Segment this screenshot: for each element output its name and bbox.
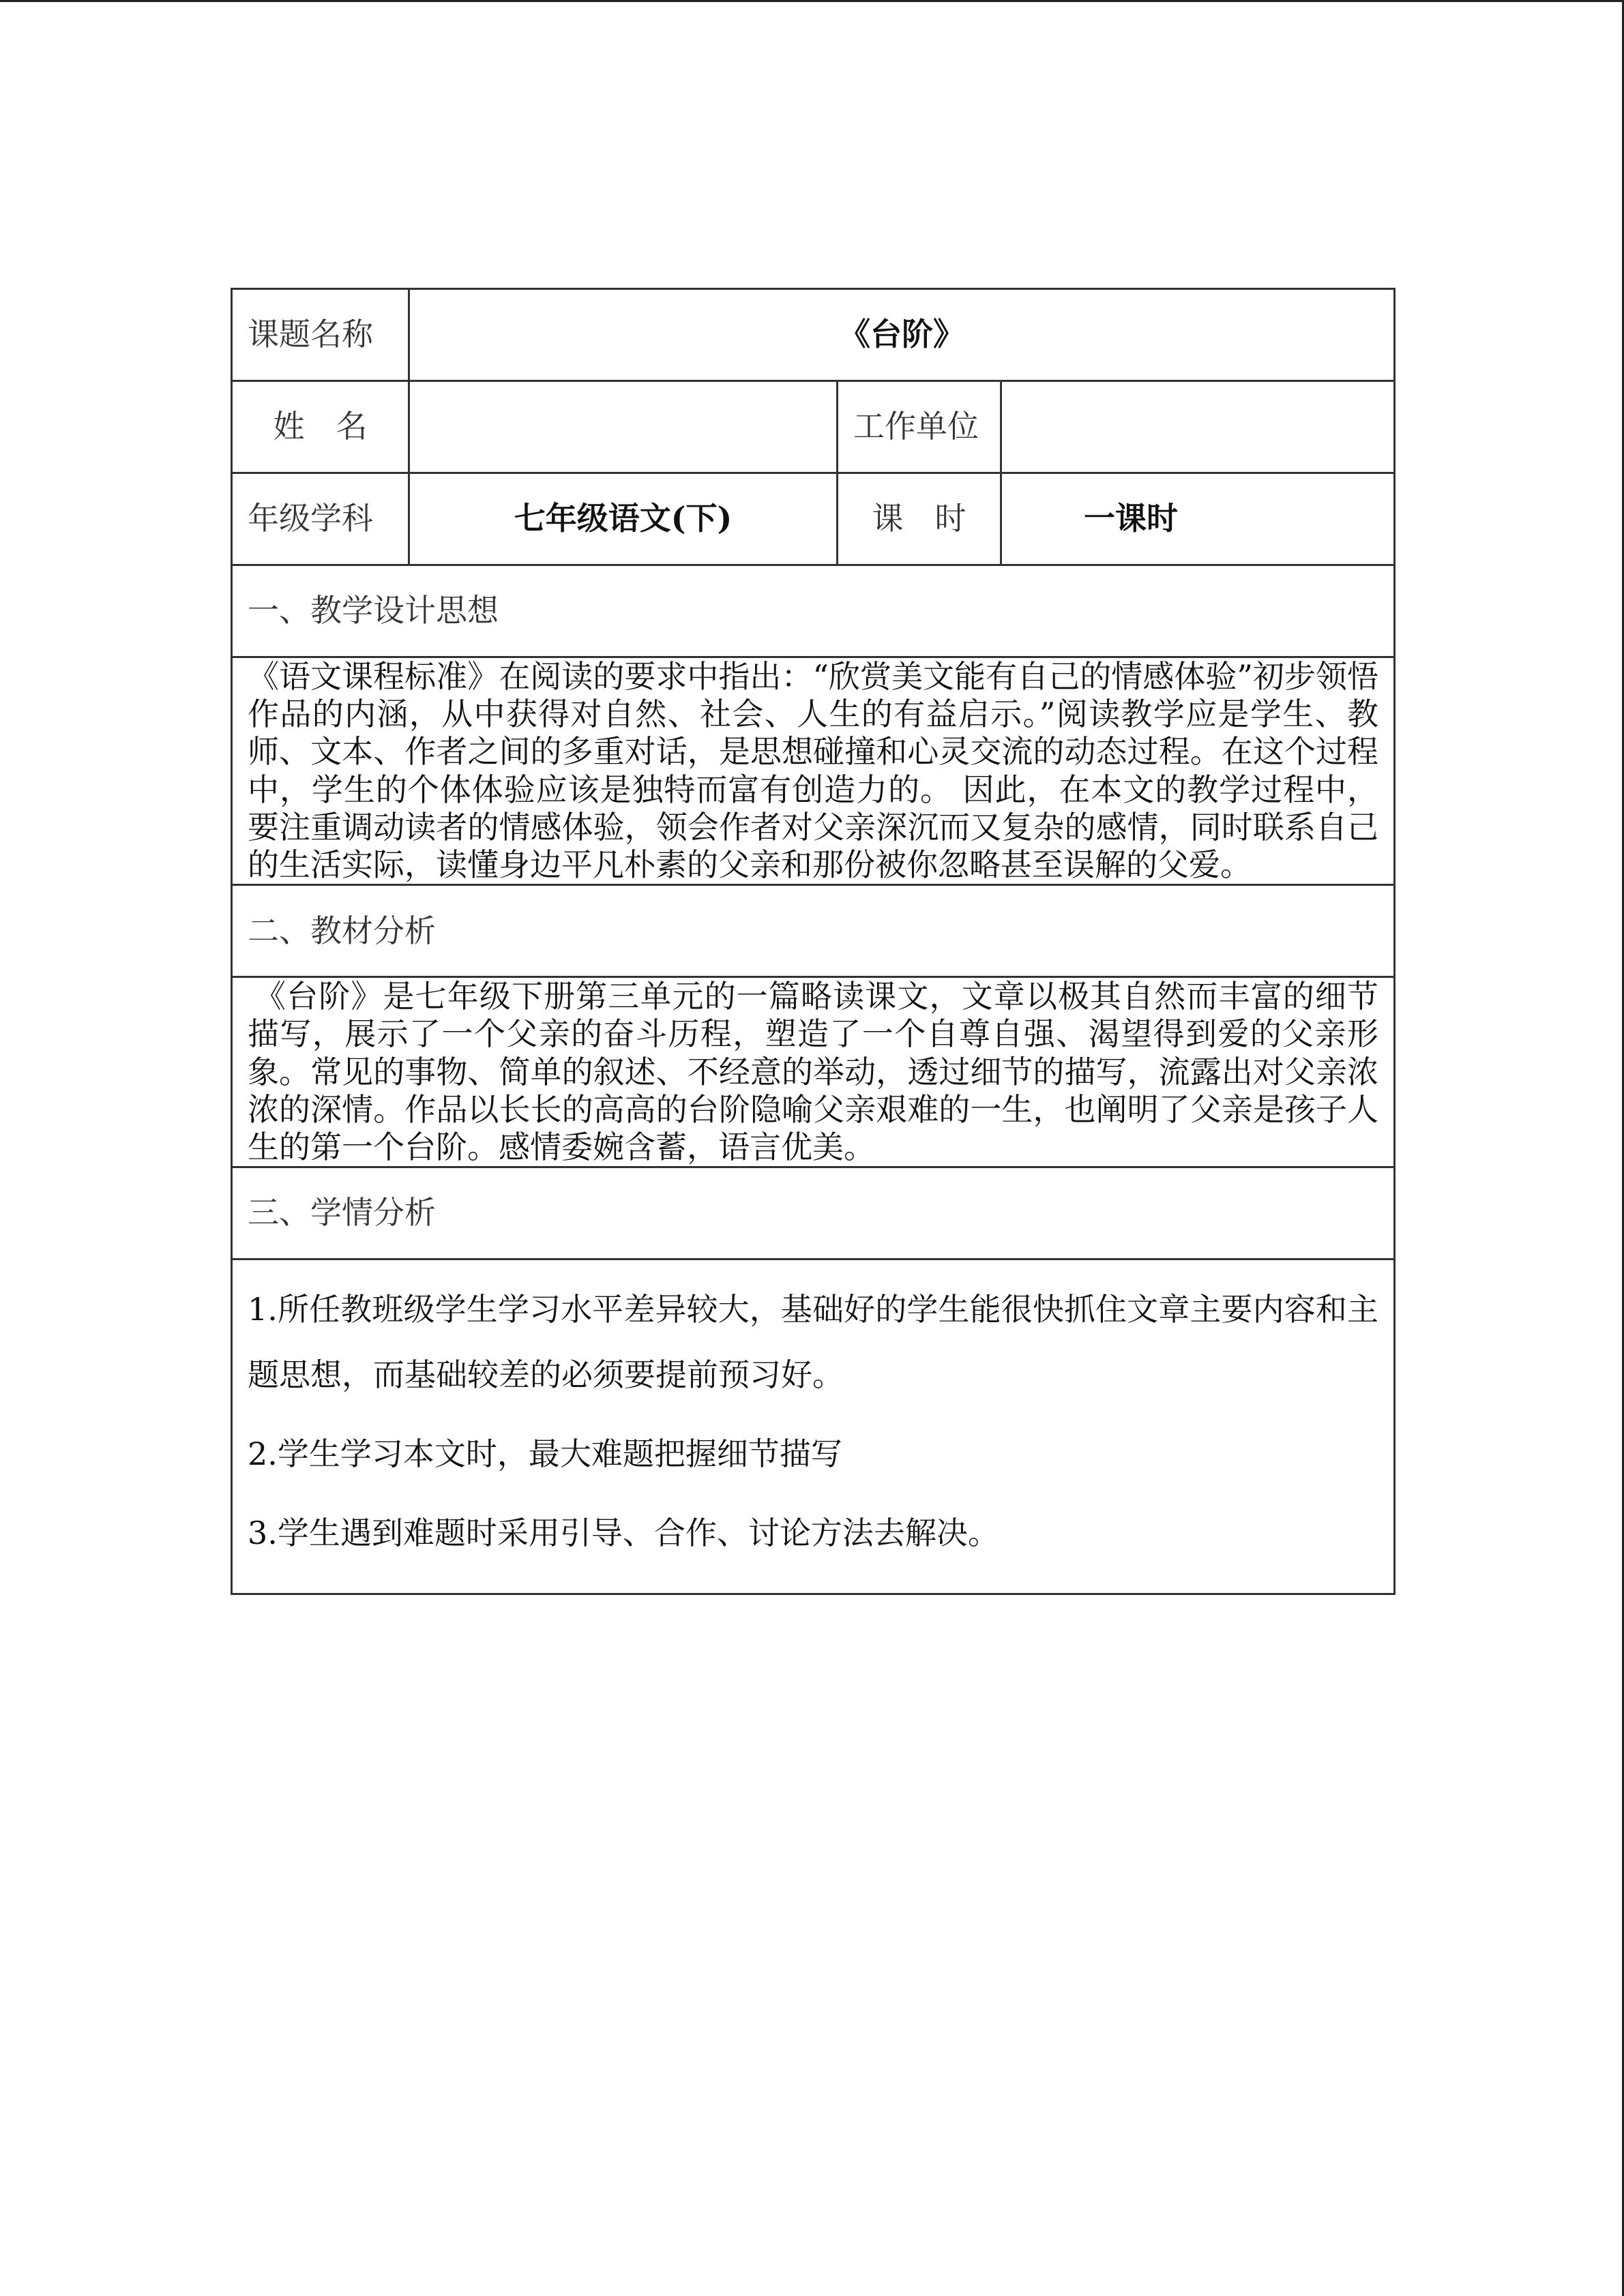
- section-3-heading: 三、学情分析: [232, 1167, 1395, 1259]
- list-item: 3.学生遇到难题时采用引导、合作、讨论方法去解决。: [248, 1515, 999, 1552]
- section-2-heading-row: [232, 885, 1395, 977]
- topic-label: 课题名称: [232, 289, 409, 381]
- period-value: 一课时: [1001, 473, 1395, 565]
- topic-row: [232, 289, 1395, 381]
- section-3-list: [232, 1259, 1395, 1594]
- grade-label: 年级学科: [232, 473, 409, 565]
- grade-value: 七年级语文(下): [409, 473, 838, 565]
- section-3-heading-row: [232, 1167, 1395, 1259]
- section-1-body: 《语文课程标准》在阅读的要求中指出：“欣赏美文能有自己的情感体验”初步领悟作品的内涵，从中获得对自然、社会、人生的有益启示。”阅读教学应是学生、教师、文本、作者之间的多重对话，是思想碰撞和心灵交流的动态过程。在这个过程中，学生的个体体验应该是独特而富有创造力的。 因此，在本文的教学过程中，要注重调动读者的情感体验，领会作者对父亲深沉而又复杂的感情，同时联系自己的生活实际，读懂身边平凡朴素的父亲和那份被你忽略甚至误解的父爱。: [232, 657, 1395, 885]
- unit-label: 工作单位: [838, 381, 1001, 473]
- name-label: 姓 名: [232, 381, 409, 473]
- section-1-body-row: [232, 657, 1395, 885]
- unit-value: [1001, 381, 1395, 473]
- grade-row: [232, 473, 1395, 565]
- name-value: [409, 381, 838, 473]
- section-2-body-row: [232, 977, 1395, 1167]
- name-row: [232, 381, 1395, 473]
- section-1-heading: 一、教学设计思想: [232, 565, 1395, 657]
- section-2-heading: 二、教材分析: [232, 885, 1395, 977]
- section-2-body: 《台阶》是七年级下册第三单元的一篇略读课文，文章以极其自然而丰富的细节描写，展示了一个父亲的奋斗历程，塑造了一个自尊自强、渴望得到爱的父亲形象。常见的事物、简单的叙述、不经意的举动，透过细节的描写，流露出对父亲浓浓的深情。作品以长长的高高的台阶隐喻父亲艰难的一生，也阐明了父亲是孩子人生的第一个台阶。感情委婉含蓄，语言优美。: [232, 977, 1395, 1167]
- lesson-plan-table: [231, 288, 1396, 1595]
- topic-value: 《台阶》: [409, 289, 1395, 381]
- list-item: 2.学生学习本文时，最大难题把握细节描写: [248, 1435, 842, 1473]
- section-3-body-row: [232, 1259, 1395, 1594]
- section-1-heading-row: [232, 565, 1395, 657]
- period-label: 课 时: [838, 473, 1001, 565]
- list-item: 1.所任教班级学生学习水平差异较大，基础好的学生能很快抓住文章主要内容和主题思想，而基础较差的必须要提前预习好。: [248, 1291, 1378, 1394]
